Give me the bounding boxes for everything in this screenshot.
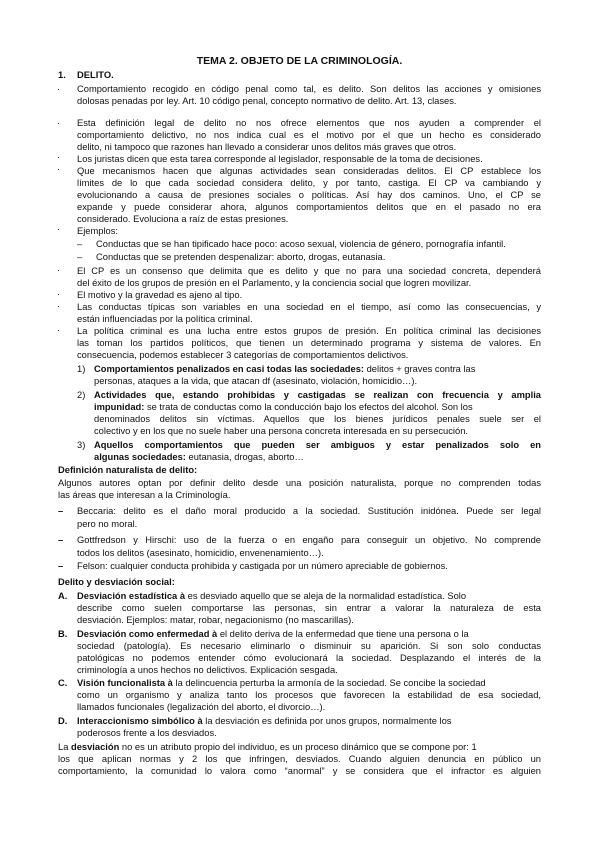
paragraph-line: las toman los partidos políticos, que tienen un determinado programa y sistema de valores. En: [77, 338, 541, 348]
paragraph-line: todos los delitos (asesinato, homicidio, envenenamiento…).: [77, 548, 324, 558]
bold-term: Visión funcionalista à: [77, 678, 173, 688]
paragraph-line: desviación. Ejemplos: matar, robar, negacionismo (no mascarillas).: [77, 615, 354, 625]
paragraph-line: sociedad (patología). Es necesario eliminarlo o disminuir su aparición. Si son solo conductas: [77, 641, 541, 651]
paragraph-line: [77, 590, 466, 602]
bullet-marker: ·: [57, 265, 61, 275]
paragraph-line: comportamiento, la comunidad lo valora como “anormal” y se considera que el infractor es alguien: [58, 766, 541, 776]
bold-line: Actividades que, estando prohibidas y castigadas se realizan con frecuencia y amplia: [94, 390, 541, 400]
dash-marker: –: [77, 252, 83, 262]
list-number: 3): [77, 440, 86, 450]
text-run: es desviado aquello que se aleja de la normalidad estadística. Solo: [185, 591, 467, 601]
paragraph-line: considerado. Evoluciona a raíz de estas presiones.: [77, 214, 289, 224]
paragraph-line: límites de lo que cada sociedad considera delito, y por tanto, castiga. El CP va cambiando y: [77, 178, 541, 188]
paragraph-line: describe como suelen comportarse las personas, sin entrar a valorar la naturaleza de esta: [77, 603, 541, 613]
text-run: La: [58, 742, 71, 752]
text-run: la desviación es definida por unos grupos, normalmente los: [202, 716, 452, 726]
list-letter: B.: [58, 629, 68, 639]
text-run: no es un atributo propio del individuo, es un proceso dinámico que se compone por: 1: [119, 742, 477, 752]
paragraph-line: Algunos autores optan por definir delito desde una posición naturalista, porque no comprenden todas: [58, 478, 541, 488]
bullet-marker: ·: [57, 301, 61, 311]
paragraph-line: comportamiento delictivo, no nos indica cual es el motivo por el que un hecho es considerado: [77, 130, 541, 140]
paragraph-line: El CP es un consenso que delimita que es delito y que no para una sociedad concreta, dependerá: [77, 266, 541, 276]
text-run: eutanasia, drogas, aborto…: [185, 452, 304, 462]
subsection-heading: Delito y desviación social:: [58, 577, 175, 587]
paragraph-line: del éxito de los grupos de presión en el Parlamento, y la conciencia social que logren movilizar.: [77, 278, 472, 288]
text-run: delitos + graves contra las: [364, 364, 476, 374]
bold-term: impunidad:: [94, 402, 145, 412]
section-number: 1.: [58, 70, 66, 80]
paragraph-line: Comportamiento recogido en código penal como tal, es delito. Son delitos las acciones y omisiones: [77, 84, 541, 94]
list-letter: A.: [58, 591, 68, 601]
bold-term: algunas sociedades:: [94, 452, 186, 462]
paragraph-line: consecuencia, podemos establecer 3 categorías de comportamientos delictivos.: [77, 350, 409, 360]
paragraph-line: delito, ni tampoco que razones han llevado a considerar unos delitos más graves que otros.: [77, 142, 457, 152]
paragraph-line: los que aplican normas y 2 los que infringen, desviados. Cuando alguien denuncia en público un: [58, 754, 541, 764]
paragraph-line: colectivo y en los que no suele haber una persona concreta interesada en su persecución.: [94, 426, 468, 436]
paragraph-line: Beccaria: delito es el daño moral producido a la sociedad. Sustitución inidónea. Puede ser legal: [77, 506, 541, 516]
paragraph-line: Conductas que se pretenden despenalizar: aborto, drogas, eutanasia.: [96, 252, 386, 262]
paragraph-line: Conductas que se han tipificado hace poco: acoso sexual, violencia de género, pornografía infantil.: [96, 239, 506, 249]
bullet-marker: ·: [57, 118, 61, 128]
bold-term: Desviación estadística à: [77, 591, 186, 601]
paragraph-line: [94, 451, 304, 463]
paragraph-line: evolucionando a causa de presiones sociales o políticas. Así hay dos caminos. Uno, el CP se: [77, 190, 541, 200]
list-number: 1): [77, 364, 86, 374]
dash-marker: –: [58, 535, 64, 545]
paragraph-line: [77, 628, 469, 640]
bullet-marker: ·: [57, 84, 61, 94]
paragraph-line: Los juristas dicen que esta tarea corresponde al legislador, responsable de la toma de decisiones.: [77, 154, 483, 164]
paragraph-line: criminología a unos hechos no delictivos. Explicación sesgada.: [77, 665, 338, 675]
paragraph-line: como un organismo y analiza tanto los procesos que favorecen la estabilidad de esa sociedad,: [77, 690, 541, 700]
bullet-marker: ·: [57, 152, 61, 162]
bullet-marker: ·: [57, 224, 61, 234]
paragraph-line: poderosos frente a los desviados.: [77, 728, 217, 738]
page-title: TEMA 2. OBJETO DE LA CRIMINOLOGÍA.: [196, 55, 403, 67]
text-run: se trata de conductas como la conducción bajo los efectos del alcohol. Son los: [144, 402, 473, 412]
list-letter: C.: [58, 678, 68, 688]
paragraph-line: Felson: cualquier conducta prohibida y castigada por un número apreciable de gobiernos.: [77, 561, 448, 571]
bold-term: Comportamientos penalizados en casi todas las sociedades:: [94, 364, 365, 374]
paragraph-line: patológicas no podemos entender cómo evolucionará la sociedad. Desplazando el interés de la: [77, 653, 541, 663]
bold-term: desviación: [71, 742, 120, 752]
dash-marker: –: [58, 506, 64, 516]
paragraph-line: llamados funcionales (legalización del aborto, el divorcio…).: [77, 702, 326, 712]
paragraph-line: Que mecanismos hacen que algunas actividades sean consideradas delitos. El CP establece los: [77, 166, 541, 176]
paragraph-line: Gottfredson y Hirschi: uso de la fuerza o en engaño para conseguir un objetivo. No comprende: [77, 535, 541, 545]
paragraph-line: están influenciadas por la política criminal.: [77, 314, 253, 324]
paragraph-line: [77, 715, 451, 727]
bold-term: Desviación como enfermedad à: [77, 629, 218, 639]
paragraph-line: pero no moral.: [77, 519, 138, 529]
paragraph-line: dolosas penadas por ley. Art. 10 código penal, concepto normativo de delito. Art. 13, clases.: [77, 96, 457, 106]
text-run: la delincuencia perturba la armonía de la sociedad. Se concibe la sociedad: [172, 678, 486, 688]
paragraph-line: El motivo y la gravedad es ajeno al tipo.: [77, 290, 243, 300]
list-number: 2): [77, 390, 86, 400]
paragraph-line: [58, 741, 477, 753]
bullet-marker: ·: [57, 325, 61, 335]
bullet-marker: ·: [57, 289, 61, 299]
list-letter: D.: [58, 716, 68, 726]
section-heading: DELITO.: [77, 70, 114, 80]
bold-line: Aquellos comportamientos que pueden ser ambiguos y estar penalizados solo en: [94, 440, 541, 450]
text-run: el delito deriva de la enfermedad que tiene una persona o la: [217, 629, 469, 639]
subsection-heading: Definición naturalista de delito:: [58, 465, 198, 475]
paragraph-line: denominados delitos sin víctimas. Aquellos que los bienes jurídicos penales suele ser el: [94, 414, 541, 424]
paragraph-line: las áreas que interesan a la Criminología.: [58, 490, 231, 500]
paragraph-line: Ejemplos:: [77, 226, 119, 236]
paragraph-line: expande y puede considerar ahora, algunos comportamientos delitos que en el pasado no era: [77, 202, 541, 212]
paragraph-line: [77, 677, 486, 689]
dash-marker: –: [58, 561, 64, 571]
bullet-marker: ·: [57, 164, 61, 174]
paragraph-line: Las conductas típicas son variables en una sociedad en el tiempo, así como las consecuencias, y: [77, 302, 541, 312]
paragraph-line: personas, ataques a la vida, que atacan df (asesinato, violación, homicidio…).: [94, 376, 418, 386]
paragraph-line: Esta definición legal de delito no nos ofrece elementos que nos ayuden a comprender el: [77, 118, 541, 128]
bold-term: Interaccionismo simbólico à: [77, 716, 203, 726]
paragraph-line: La política criminal es una lucha entre estos grupos de presión. En política criminal las decisiones: [77, 326, 541, 336]
dash-marker: –: [77, 239, 83, 249]
paragraph-line: [94, 401, 473, 413]
paragraph-line: [94, 363, 475, 375]
